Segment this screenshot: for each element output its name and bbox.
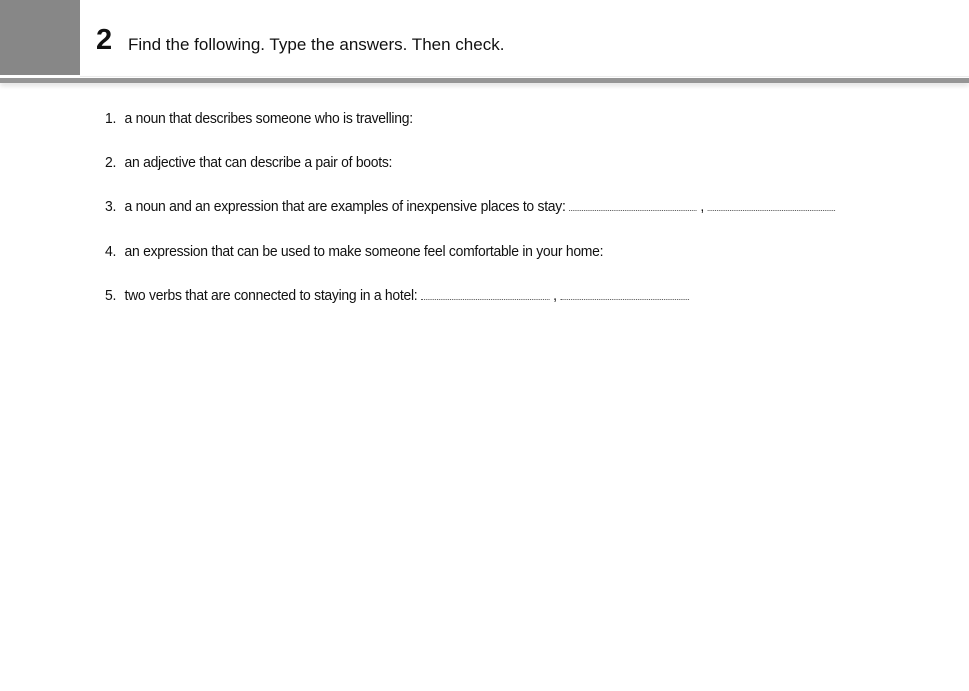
exercise-instruction: Find the following. Type the answers. Then check. [128,35,505,54]
exercise-number: 2 [96,24,113,56]
answer-blank-1[interactable] [569,209,696,211]
question-item-4 [105,243,603,265]
question-number: 4. [105,243,117,260]
answer-blank-2[interactable] [708,209,835,211]
question-text: an expression that can be used to make someone feel comfortable in your home: [124,243,604,260]
question-text: a noun and an expression that are examples of inexpensive places to stay: [124,198,566,215]
header-gray-block [0,0,80,75]
question-item-1 [105,110,413,132]
question-item-3 [105,198,835,220]
blank-separator: , [700,198,705,215]
blank-separator: , [553,287,557,304]
question-number: 5. [105,287,117,304]
question-item-5 [105,287,689,309]
question-number: 3. [105,198,117,215]
question-text: two verbs that are connected to staying in a hotel: [124,287,418,304]
question-number: 2. [105,154,117,171]
answer-blank-2[interactable] [560,298,688,300]
exercise-header [0,0,969,78]
question-number: 1. [105,110,117,127]
question-item-2 [105,154,392,176]
header-divider [0,78,969,83]
question-text: an adjective that can describe a pair of boots: [124,154,393,171]
header-rule-highlight [80,76,969,77]
answer-blank-1[interactable] [421,298,549,300]
question-text: a noun that describes someone who is travelling: [124,110,413,127]
